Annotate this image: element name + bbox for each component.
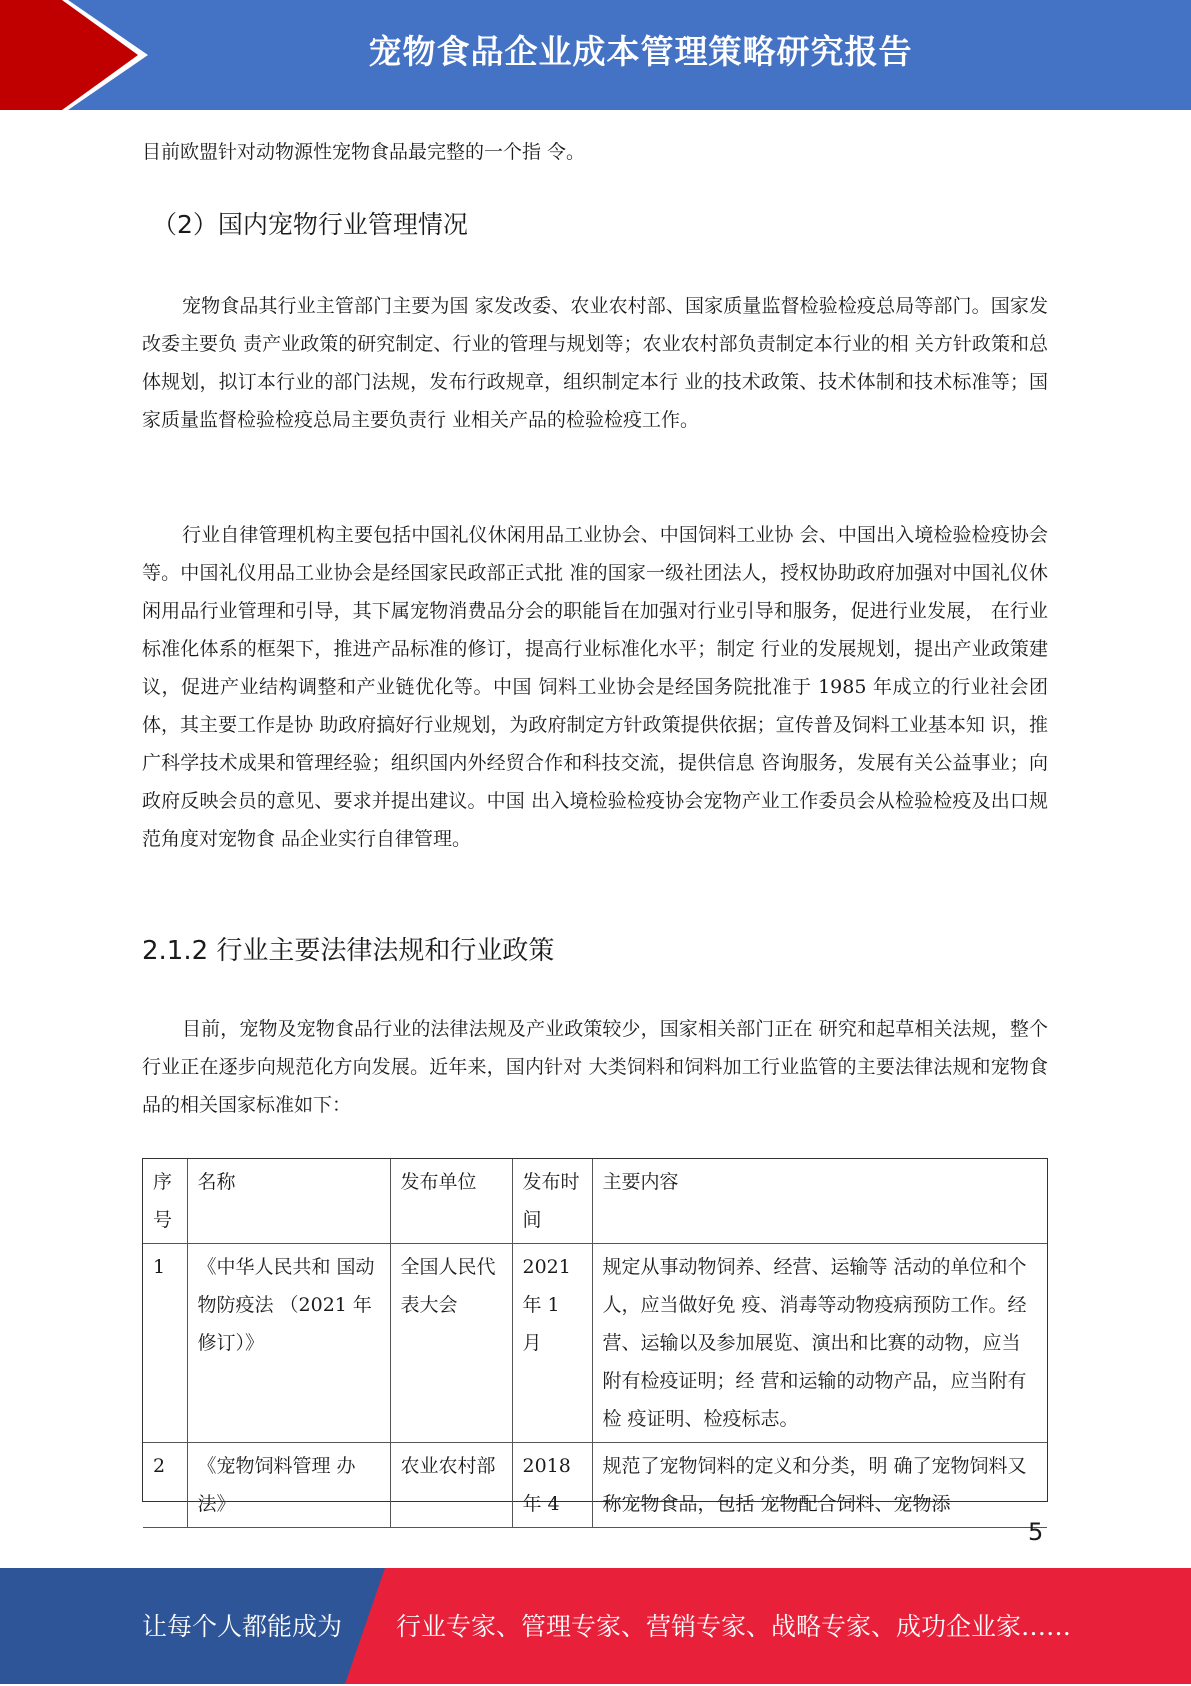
cell-content: 规定从事动物饲养、经营、运输等 活动的单位和个人，应当做好免 疫、消毒等动物疫病预防工作。经 营、运输以及参加展览、演出和比赛的动物，应当附有检疫证明；经 营和运输的动物产品，应当附有检 疫证明、检疫标志。 (592, 1244, 1047, 1443)
cell-date: 2018 年 4 (512, 1443, 592, 1528)
cell-issuer: 全国人民代 表大会 (390, 1244, 512, 1443)
paragraph-continuation: 目前欧盟针对动物源性宠物食品最完整的一个指 令。 (142, 141, 586, 163)
header-chevron-decoration (0, 0, 150, 110)
subheading-domestic-management: （2）国内宠物行业管理情况 (152, 210, 468, 239)
header-cell-issuer: 发布单位 (390, 1159, 512, 1244)
page-number: 5 (1028, 1518, 1044, 1546)
paragraph-laws-intro: 目前，宠物及宠物食品行业的法律法规及产业政策较少，国家相关部门正在 研究和起草相关法规，整个行业正在逐步向规范化方向发展。近年来，国内针对 大类饲料和饲料加工行业监管的主要法律法规和宠物食品的相关国家标准如下： (142, 1018, 1048, 1116)
header-cell-no: 序号 (143, 1159, 187, 1244)
header-cell-date: 发布时间 (512, 1159, 592, 1244)
cell-name: 《宠物饲料管理 办法》 (187, 1443, 390, 1528)
footer-slogan-left: 让每个人都能成为 (142, 1612, 343, 1641)
cell-no: 2 (143, 1443, 187, 1528)
paragraph-self-regulation: 行业自律管理机构主要包括中国礼仪休闲用品工业协会、中国饲料工业协 会、中国出入境检验检疫协会等。中国礼仪用品工业协会是经国家民政部正式批 准的国家一级社团法人，授权协助政府加强对中国礼仪休闲用品行业管理和引导，其下属宠物消费品分会的职能旨在加强对行业引导和服务，促进行业发展， 在行业标准化体系的框架下，推进产品标准的修订，提高行业标准化水平；制定 行业的发展规划，提出产业政策建议，促进产业结构调整和产业链优化等。中国 饲料工业协会是经国务院批准于 1985 年成立的行业社会团体，其主要工作是协 助政府搞好行业规划，为政府制定方针政策提供依据；宣传普及饲料工业基本知 识，推广科学技术成果和管理经验；组织国内外经贸合作和科技交流，提供信息 咨询服务，发展有关公益事业；向政府反映会员的意见、要求并提出建议。中国 出入境检验检疫协会宠物产业工作委员会从检验检疫及出口规范角度对宠物食 品企业实行自律管理。 (142, 524, 1048, 850)
footer-slogan-right: 行业专家、管理专家、营销专家、战略专家、成功企业家…… (396, 1612, 1072, 1641)
table-header-row (143, 1159, 1047, 1244)
cell-date: 2021 年 1 月 (512, 1244, 592, 1443)
paragraph-regulators: 宠物食品其行业主管部门主要为国 家发改委、农业农村部、国家质量监督检验检疫总局等部门。国家发改委主要负 责产业政策的研究制定、行业的管理与规划等；农业农村部负责制定本行业的相 关方针政策和总体规划，拟订本行业的部门法规，发布行政规章，组织制定本行 业的技术政策、技术体制和技术标准等；国家质量监督检验检疫总局主要负责行 业相关产品的检验检疫工作。 (142, 295, 1048, 431)
table-row (143, 1443, 1047, 1528)
report-title: 宠物食品企业成本管理策略研究报告 (368, 32, 913, 71)
cell-no: 1 (143, 1244, 187, 1443)
table-row (143, 1244, 1047, 1443)
header-cell-name: 名称 (187, 1159, 390, 1244)
section-heading-laws: 2.1.2 行业主要法律法规和行业政策 (142, 936, 555, 966)
cell-issuer: 农业农村部 (390, 1443, 512, 1528)
header-cell-content: 主要内容 (592, 1159, 1047, 1244)
page-footer (0, 1568, 1191, 1684)
cell-name: 《中华人民共和 国动物防疫法 （2021 年修订）》 (187, 1244, 390, 1443)
page-header (0, 0, 1191, 110)
cell-content: 规范了宠物饲料的定义和分类，明 确了宠物饲料又称宠物食品，包括 宠物配合饲料、宠物添 (592, 1443, 1047, 1528)
laws-table (142, 1158, 1048, 1515)
